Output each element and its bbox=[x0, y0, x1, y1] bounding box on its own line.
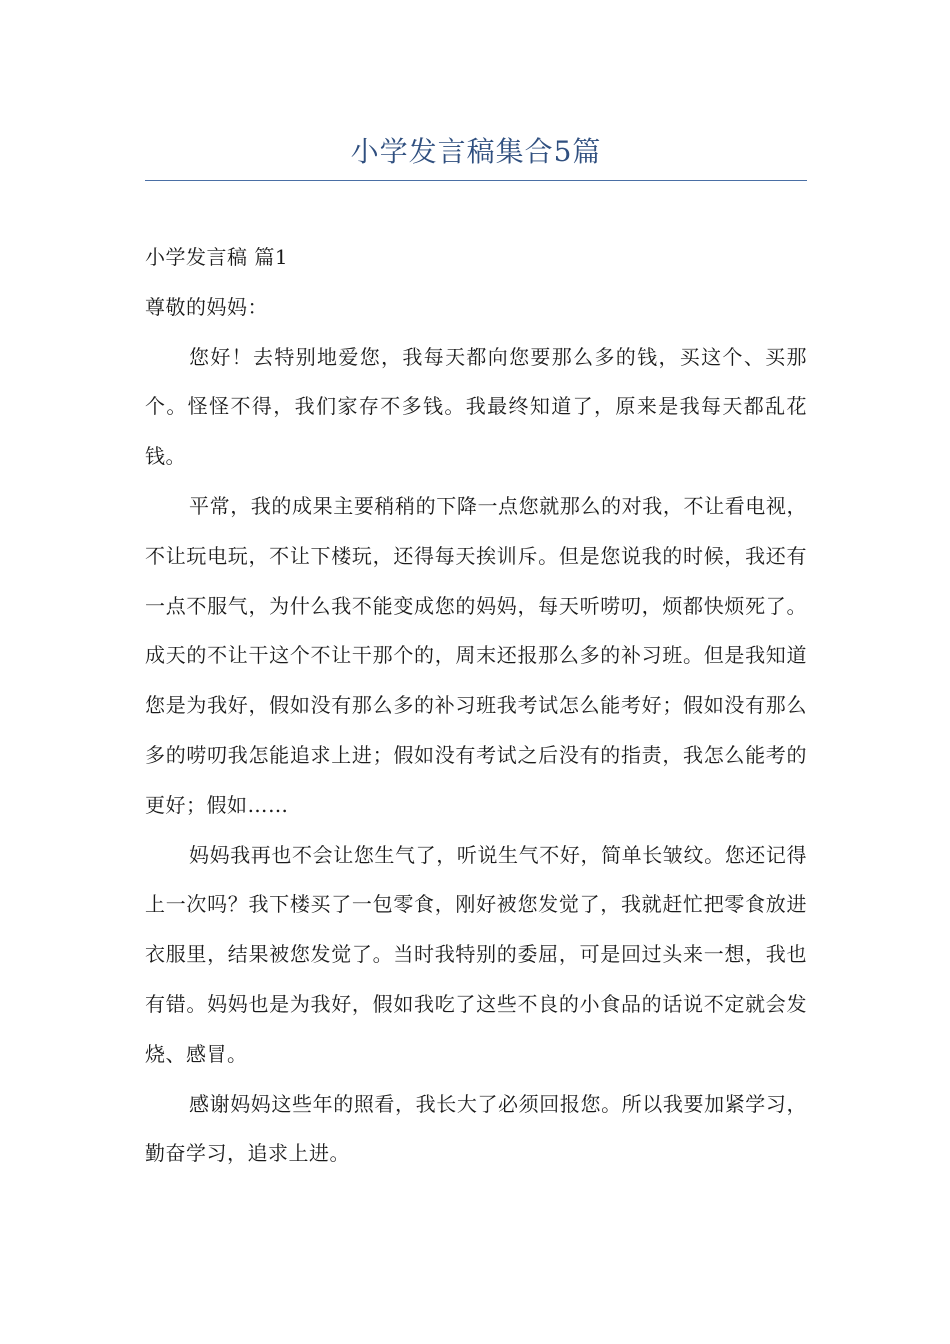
paragraph: 平常，我的成果主要稍稍的下降一点您就那么的对我，不让看电视，不让玩电玩，不让下楼玩，还得每天挨训斥。但是您说我的时候，我还有一点不服气，为什么我不能变成您的妈妈，每天听唠叨，烦都快烦死了。成天的不让干这个不让干那个的，周末还报那么多的补习班。但是我知道您是为我好，假如没有那么多的补习班我考试怎么能考好；假如没有那么多的唠叨我怎能追求上进；假如没有考试之后没有的指责，我怎么能考的更好；假如…… bbox=[145, 493, 807, 817]
paragraph: 妈妈我再也不会让您生气了，听说生气不好，简单长皱纹。您还记得上一次吗？我下楼买了一包零食，刚好被您发觉了，我就赶忙把零食放进衣服里，结果被您发觉了。当时我特别的委屈，可是回过头来一想，我也有错。妈妈也是为我好，假如我吃了这些不良的小食品的话说不定就会发烧、感冒。 bbox=[145, 842, 807, 1066]
document-body bbox=[145, 233, 807, 1179]
paragraph: 您好！去特别地爱您，我每天都向您要那么多的钱，买这个、买那个。怪怪不得，我们家存不多钱。我最终知道了，原来是我每天都乱花钱。 bbox=[145, 344, 807, 469]
title-underline bbox=[145, 180, 807, 181]
section-heading: 小学发言稿 篇1 bbox=[145, 245, 289, 269]
paragraph: 感谢妈妈这些年的照看，我长大了必须回报您。所以我要加紧学习，勤奋学习，追求上进。 bbox=[145, 1091, 807, 1166]
salutation: 尊敬的妈妈： bbox=[145, 294, 268, 319]
document-title: 小学发言稿集合5篇 bbox=[350, 135, 602, 168]
